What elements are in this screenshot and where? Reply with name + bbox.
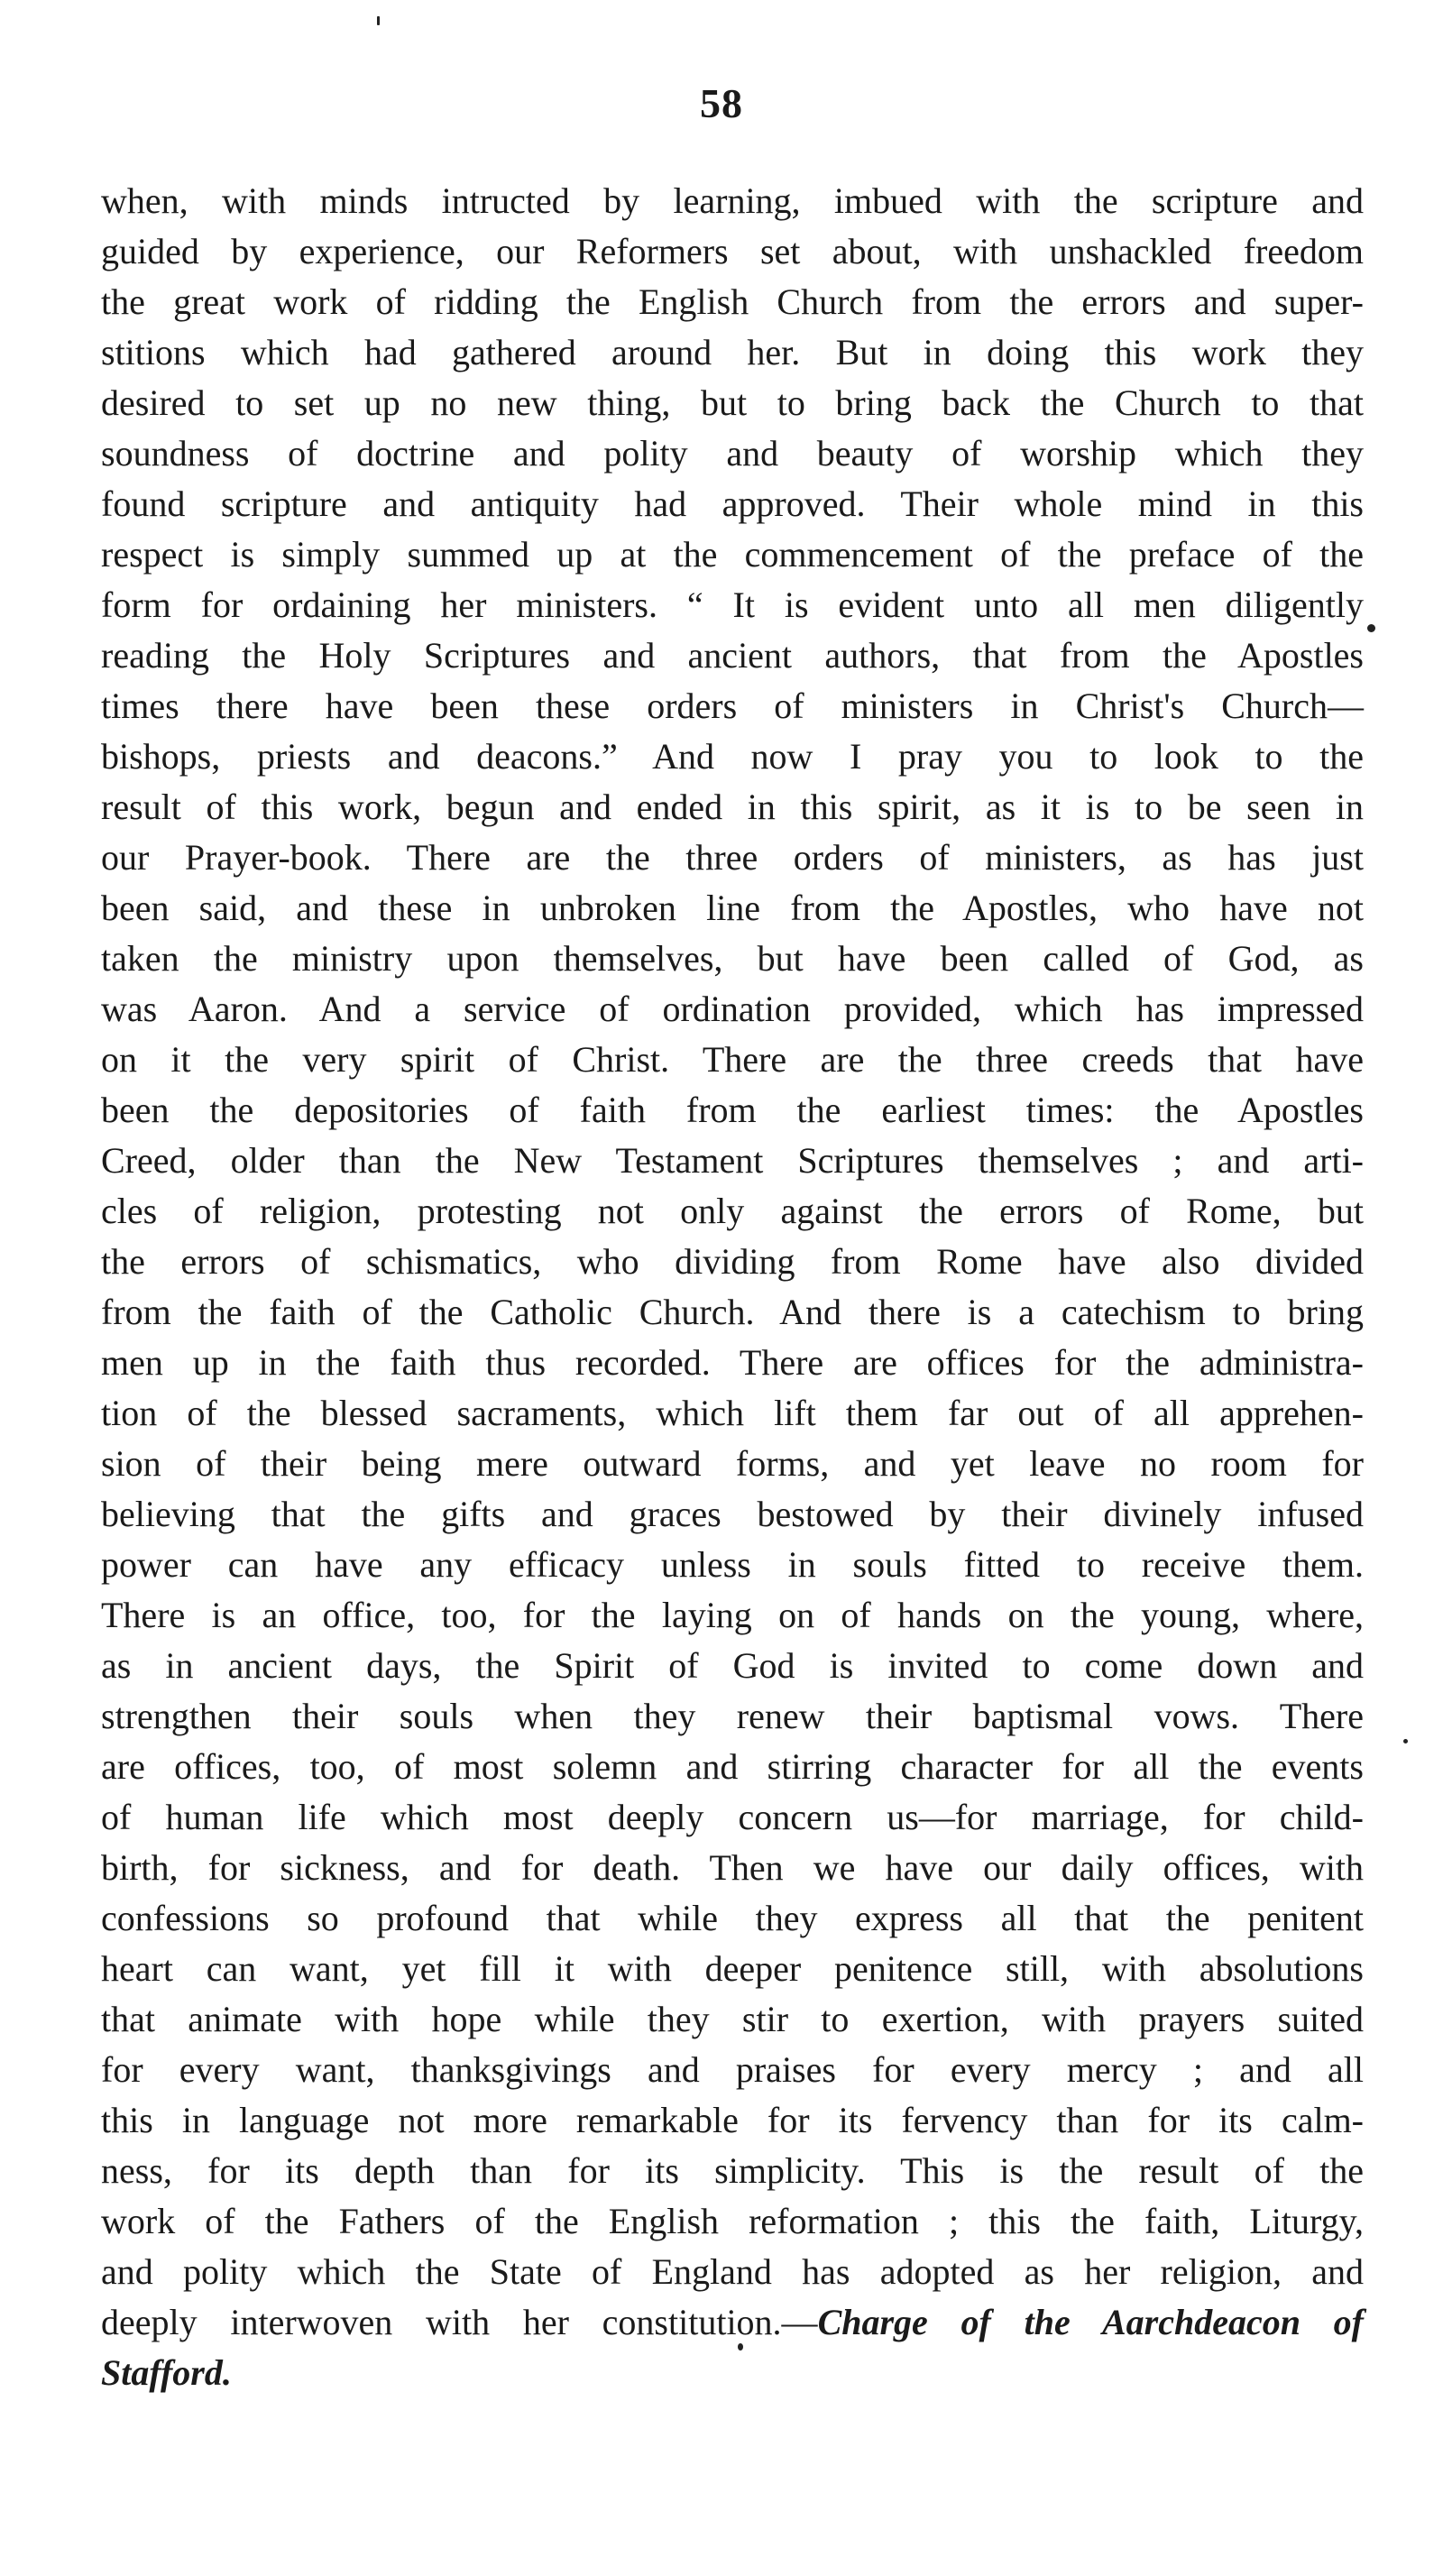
closing-text: deeply interwoven with her constitution.— <box>101 2302 818 2342</box>
text-line: been said, and these in unbroken line from the Apostles, who have not <box>101 888 1364 928</box>
text-line: for every want, thanksgivings and praises for every mercy ; and all <box>101 2049 1364 2090</box>
text-line: our Prayer-book. There are the three orders of ministers, as has just <box>101 837 1364 878</box>
ink-speck <box>377 16 380 25</box>
text-line: respect is simply summed up at the commencement of the preface of the <box>101 534 1364 575</box>
text-line: on it the very spirit of Christ. There are the three creeds that have <box>101 1039 1364 1080</box>
text-line: power can have any efficacy unless in souls fitted to receive them. <box>101 1544 1364 1585</box>
text-line: and polity which the State of England has adopted as her religion, and <box>101 2251 1364 2292</box>
text-line: stitions which had gathered around her. But in doing this work they <box>101 332 1364 373</box>
text-line: are offices, too, of most solemn and stirring character for all the events <box>101 1746 1364 1787</box>
text-line: confessions so profound that while they express all that the penitent <box>101 1898 1364 1938</box>
ink-speck <box>738 2343 743 2351</box>
text-line: heart can want, yet fill it with deeper penitence still, with absolutions <box>101 1948 1364 1989</box>
text-line: result of this work, begun and ended in this spirit, as it is to be seen in <box>101 787 1364 827</box>
text-line: when, with minds intructed by learning, imbued with the scripture and <box>101 180 1364 221</box>
text-line: as in ancient days, the Spirit of God is invited to come down and <box>101 1645 1364 1686</box>
text-line: guided by experience, our Reformers set about, with unshackled freedom <box>101 231 1364 271</box>
source-attribution-continued: Stafford. <box>101 2352 232 2393</box>
text-line: men up in the faith thus recorded. There are offices for the administra- <box>101 1342 1364 1383</box>
closing-line <box>101 2297 1364 2348</box>
text-line: tion of the blessed sacraments, which lift them far out of all apprehen- <box>101 1393 1364 1433</box>
text-line: the great work of ridding the English Church from the errors and super- <box>101 281 1364 322</box>
text-line: sion of their being mere outward forms, and yet leave no room for <box>101 1443 1364 1484</box>
text-line: cles of religion, protesting not only against the errors of Rome, but <box>101 1191 1364 1231</box>
text-line: believing that the gifts and graces bestowed by their divinely infused <box>101 1494 1364 1534</box>
source-attribution: Charge of the Aarchdeacon of <box>817 2302 1364 2342</box>
text-line: from the faith of the Catholic Church. And there is a catechism to bring <box>101 1292 1364 1332</box>
text-line: Creed, older than the New Testament Scriptures themselves ; and arti- <box>101 1140 1364 1181</box>
text-line: bishops, priests and deacons.” And now I pray you to look to the <box>101 736 1364 777</box>
text-line: There is an office, too, for the laying on of hands on the young, where, <box>101 1595 1364 1635</box>
text-line: form for ordaining her ministers. “ It is evident unto all men diligently <box>101 584 1364 625</box>
ink-speck <box>1403 1739 1408 1743</box>
text-line: taken the ministry upon themselves, but have been called of God, as <box>101 938 1364 979</box>
text-line: found scripture and antiquity had approved. Their whole mind in this <box>101 483 1364 524</box>
text-line: strengthen their souls when they renew their baptismal vows. There <box>101 1696 1364 1736</box>
text-line: ness, for its depth than for its simplicity. This is the result of the <box>101 2150 1364 2191</box>
text-line: that animate with hope while they stir to exertion, with prayers suited <box>101 1999 1364 2039</box>
text-line: reading the Holy Scriptures and ancient authors, that from the Apostles <box>101 635 1364 676</box>
text-line: soundness of doctrine and polity and beauty of worship which they <box>101 433 1364 474</box>
source-attribution-end <box>101 2348 1364 2398</box>
text-line: of human life which most deeply concern us—for marriage, for child- <box>101 1797 1364 1837</box>
text-line: this in language not more remarkable for its fervency than for its calm- <box>101 2100 1364 2140</box>
text-line: desired to set up no new thing, but to bring back the Church to that <box>101 382 1364 423</box>
text-line: the errors of schismatics, who dividing from Rome have also divided <box>101 1241 1364 1282</box>
ink-speck <box>1367 624 1375 632</box>
text-line: times there have been these orders of ministers in Christ's Church— <box>101 685 1364 726</box>
text-line: birth, for sickness, and for death. Then we have our daily offices, with <box>101 1847 1364 1888</box>
text-line: been the depositories of faith from the earliest times: the Apostles <box>101 1090 1364 1130</box>
body-paragraph <box>101 176 1364 2398</box>
page-number: 58 <box>700 80 743 126</box>
text-line: was Aaron. And a service of ordination provided, which has impressed <box>101 989 1364 1029</box>
text-line: work of the Fathers of the English reformation ; this the faith, Liturgy, <box>101 2201 1364 2241</box>
